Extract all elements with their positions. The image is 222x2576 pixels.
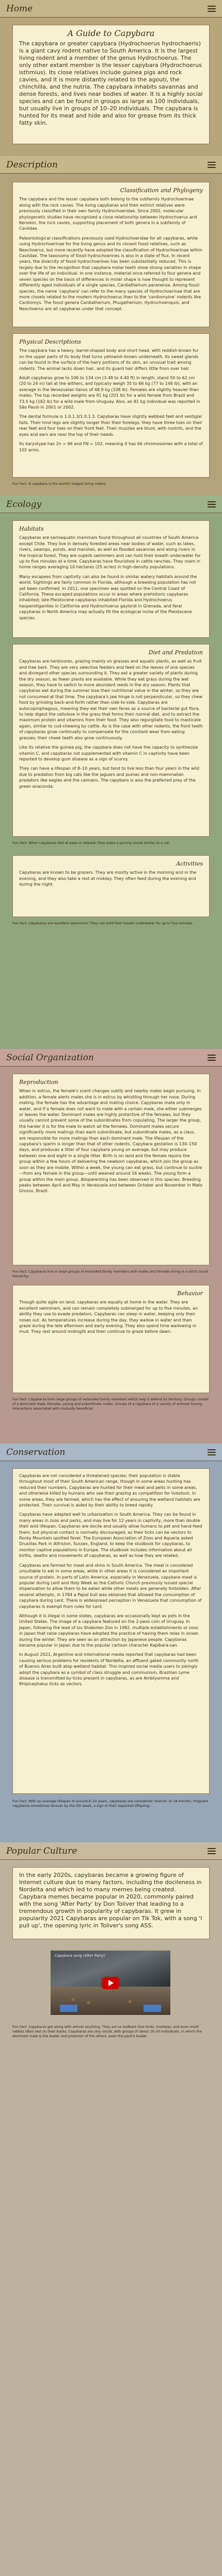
physical-p2: Adult capybaras grow to 106 to 134 cm (3.48 to 4.40 ft) in length, stand 50 to 62 cm (20 to 24 in) tall at the withers, and typically weigh 35 to 66 kg (77 to 146 lb), with an average in the Venezuelan llanos of 48.9 kg (108 lb). Females are slightly heavier than males. The top recorded weights are 91 kg (201 lb) for a wild female from Brazil and 73.5 kg (162 lb) for a wild male from Uruguay. Also, an 81 kg individual was reported in São Paulo in 2001 or 2002. xyxy=(19,376,200,410)
social-header xyxy=(0,1049,222,1066)
behavior-card xyxy=(12,1285,210,1393)
fun-fact: Fun Fact: Capybaras are excellent swimmers! They can hold their breath underwater for up to five minutes. xyxy=(12,921,194,925)
reproduction-p1: When in estrus, the female's scent changes subtly and nearby males begin pursuing. In addition, a female alerts males she is in estrus by whistling through her nose. During mating, the female has the advantage and mating choice. Capybaras mate only in water, and if a female does not want to mate with a certain male, she either submerges or leaves the water. Dominant males are highly protective of the females, but they usually cannot prevent some of the subordinates from copulating. The larger the group, the harder it is for the male to watch all the females. Dominant males secure significantly more matings than each subordinate, but subordinate males, as a class, are responsible for more matings than each dominant male. The lifespan of the capybara's sperm is longer than that of other rodents. Capybara gestation is 130–150 days, and produces a litter of four capybara young on average, but may produce between one and eight in a single litter. Birth is on land and the female rejoins the group within a few hours of delivering the newborn capybaras, which join the group as soon as they are mobile. Within a week, the young can eat grass, but continue to suckle—from any female in the group—until weaned around 16 weeks. The young form a group within the main group. Alloparenting has been observed in this species. Breeding peaks between April and May in Venezuela and between October and November in Mato Grosso, Brazil. xyxy=(19,1089,203,1194)
ecology-title: Ecology xyxy=(6,499,42,510)
habitats-p1: Capybaras are semiaquatic mammals found throughout all countries of South America except Chile. They live in densely forested areas near bodies of water, such as lakes, rivers, swamps, ponds, and marshes, as well as flooded savannas and along rivers in the tropical forest. They are superb swimmers and can hold their breath underwater for up to five minutes at a time. Capybaras have flourished in cattle ranches. They roam in home ranges averaging 10 hectares (25 acres) in high-density populations. xyxy=(19,535,201,570)
menu-icon[interactable] xyxy=(208,6,216,12)
habitats-p2: Many escapees from captivity can also be found in similar watery habitats around the world. Sightings are fairly common in Florida, although a breeding population has not yet been confirmed. In 2011, one specimen was spotted on the Central Coast of California. These escaped populations occur in areas where prehistoric capybaras inhabited; late Pleistocene capybaras inhabited Florida and Hydrochoerus hesperotiganites in California and Hydrochoerus gaylordi in Grenada, and feral capybaras in North America may actually fill the ecological niche of the Pleistocene species. xyxy=(19,574,197,620)
classification-p2: Paleontological classifications previously used Hydrochoeridae for all capybaras, while using Hydrochoerinae for the living genus and its closest fossil relatives, such as Neochoerus, but more recently have adopted the classification of Hydrochoerinae within Caviidae. The taxonomy of fossil hydrochoerines is also in a state of flux. In recent years, the diversity of fossil hydrochoerines has been substantially reduced. This is largely due to the recognition that capybara molar teeth show strong variation in shape over the life of an individual. In one instance, material once referred to four genera and seven species on the basis of differences in molar shape is now thought to represent differently aged individuals of a single species, Cardiatherium paranense. Among fossil species, the name 'capybara' can refer to the many species of Hydrochoerinae that are more closely related to the modern Hydrochoerus than to the 'cardiomyine' rodents like Cardiomys. The fossil genera Cardiatherium, Phugatherium, Hydrochoeropsis, and Neochoerus are all capybaras under that concept. xyxy=(19,235,203,311)
description-title: Description xyxy=(6,159,58,170)
diet-p3: They can have a lifespan of 8–10 years, but tend to live less than four years in the wild due to predation from big cats like the jaguars and pumas and non-mammalian predators like eagles and the caimans. The capybara is also the preferred prey of the green anaconda. xyxy=(19,766,200,789)
physical-p4: Its karyotype has 2n = 66 and FN = 102, meaning it has 66 chromosomes with a total of 102 arms. xyxy=(19,442,203,452)
conservation-card xyxy=(12,1468,210,1794)
fun-fact: Fun Fact: When capybaras feel at ease or relaxed, they make a purring sound similar to a cat. xyxy=(12,841,170,845)
intro-text: The capybara or greater capybara (Hydrochoerus hydrochaeris) is a giant cavy rodent native to South America. It is the largest living rodent and a member of the genus Hydrochoerus. The only other extant member is the lesser capybara (Hydrochoerus isthmius). Its close relatives include guinea pigs and rock cavies, and it is more distantly related to the agouti, the chinchilla, and the nutria. The capybara inhabits savannas and dense forests, and lives near bodies of water. It is a highly social species and can be found in groups as large as 100 individuals, but usually live in groups of 10–20 individuals. The capybara is hunted for its meat and hide and also for grease from its thick fatty skin. xyxy=(19,40,203,127)
habitats-card xyxy=(12,520,210,638)
conservation-p2: Capybaras have adapted well to urbanization in South America. They can be found in many areas in zoos and parks, and may live for 12 years in captivity, more than double their wild lifespan. Capybaras are docile and usually allow humans to pet and hand-feed them, but physical contact is normally discouraged, as their ticks can be vectors to Rocky Mountain spotted fever. The European Association of Zoos and Aquaria asked Drusillas Park in Alfriston, Sussex, England, to keep the studbook for capybaras, to monitor captive populations in Europe. The studbook includes information about all births, deaths and movements of capybaras, as well as how they are related. xyxy=(19,1512,202,1558)
habitats-title: Habitats xyxy=(19,526,44,532)
conservation-p1: Capybaras are not considered a threatened species; their population is stable throughout most of their South American range, though in some areas hunting has reduced their numbers. Capybaras are hunted for their meat and pelts in some areas, and otherwise killed by humans who see their grazing as competition for livestock. In some areas, they are farmed, which has the effect of ensuring the wetland habitats are protected. Their survival is aided by their ability to breed rapidly. xyxy=(19,1473,200,1508)
diet-title: Diet and Predation xyxy=(148,649,203,656)
social-title: Social Organization xyxy=(6,1052,94,1063)
menu-icon[interactable] xyxy=(208,1848,216,1854)
fun-fact: Fun Fact: Capybaras form large groups of extended family members which help it defend its territory. Groups consist of a dominant male, females, young and subordinate males. Groups of a capybara of a variety of animals having interactions associated with mutually beneficial. xyxy=(12,1397,209,1411)
conservation-title: Conservation xyxy=(6,1447,66,1458)
diet-card xyxy=(12,644,210,837)
page-title: Home xyxy=(6,3,33,14)
physical-title: Physical Descriptions xyxy=(19,338,81,345)
popular-title: Popular Culture xyxy=(6,1845,77,1856)
reproduction-title: Reproduction xyxy=(19,1079,58,1086)
capybara-figure xyxy=(87,2001,90,2004)
conservation-p3: Capybaras are farmed for meat and skins in South America. The meat is considered unsuitable to eat in some areas, while in other areas it is considered an important source of protein. In parts of Latin America, especially in Venezuela, capybara meat is popular during Lent and Holy Week as the Catholic Church previously issued special dispensation to allow them to be eaten while other meats are generally forbidden. After several attempts, in 1784 a Papal bull was obtained that allowed the consumption of capybara during Lent. There is widespread perception in Venezuela that consumption of capybaras is exempt from rules for Lent. xyxy=(19,1563,202,1609)
classification-card xyxy=(12,182,210,327)
description-section xyxy=(0,174,222,496)
conservation-section xyxy=(0,1461,222,1842)
capybara-figure xyxy=(71,1998,75,2001)
video-title: Capybara song (After Party) xyxy=(55,1954,105,1958)
physical-card xyxy=(12,333,210,478)
fun-fact: Fun Fact: Capybaras get along with almost anything. They are so laidback that birds, monkeys, and even small rabbits often rest on their backs. Capybaras are very social, with groups of about 10–20 individuals, in which the dominant male is the leader and protector of the others, even the pack's leader. xyxy=(12,2025,202,2038)
classification-title: Classification and Phylogeny xyxy=(120,187,203,194)
activities-title: Activities xyxy=(176,860,203,867)
popular-header xyxy=(0,1842,222,1860)
conservation-header xyxy=(0,1444,222,1461)
menu-icon[interactable] xyxy=(208,162,216,168)
play-icon[interactable] xyxy=(102,1977,119,1989)
activities-p1: Capybaras are known to be grazers. They are mostly active in the morning and in the evening, and they also take a rest at midday. They often feed during the evening and during the night. xyxy=(19,870,197,887)
capybara-figure xyxy=(128,2000,132,2003)
menu-icon[interactable] xyxy=(208,1055,216,1061)
reproduction-card xyxy=(12,1074,210,1265)
diet-p2: Like its relative the guinea pig, the capybara does not have the capacity to synthesize vitamin C, and capybaras not supplemented with vitamin C in captivity have been reported to develop gum disease as a sign of scurvy. xyxy=(19,745,198,761)
conservation-p5: In August 2021, Argentine and international media reported that capybaras had been causing serious problems for residents of Nordelta, an affluent gated community north of Buenos Aires built atop wetland habitat. This inspired social media users to jokingly adopt the capybara as a symbol of class struggle and communism. Brazilian Lyme disease is transmitted by ticks present in capybaras, as are Amblyomma and Rhipicephalus ticks as vectors. xyxy=(19,1652,199,1687)
fun-fact: Fun Fact: With an average lifespan of around 8–10 years, capybaras are considered 'mature' at 18 months. Pregnant capybaras sometimes recover by the 5th week, a sign of their expected offspring. xyxy=(12,1799,209,1808)
intro-card xyxy=(12,25,210,144)
diet-p1: Capybaras are herbivores, grazing mainly on grasses and aquatic plants, as well as fruit and tree bark. They are very selective feeders and feed on the leaves of one species and disregard other species surrounding it. They eat a greater variety of plants during the dry season, as fewer plants are available. While they eat grass during the wet season, they have to switch to more abundant reeds in the dry season. Plants that capybaras eat during the summer lose their nutritional value in the winter, so they are not consumed at that time. The capybara's jaw hinge is not perpendicular, so they chew food by grinding back-and-forth rather than side-to-side. Capybaras are autocoprophagous, meaning they eat their own feces as a source of bacterial gut flora, to help digest the cellulose in the grass that forms their normal diet, and to extract the maximum protein and vitamins from their food. They also regurgitate food to masticate again, similar to cud-chewing by cattle. As is the case with other rodents, the front teeth of capybaras grow continually to compensate for the constant wear from eating grasses; their cheek teeth also grow continuously. xyxy=(19,659,203,740)
video-overlay-block xyxy=(144,2005,161,2012)
ecology-header xyxy=(0,496,222,513)
top-header xyxy=(0,0,222,18)
fun-fact: Fun Fact: A capybara is the world's largest living rodent. xyxy=(12,482,107,486)
behavior-title: Behavior xyxy=(177,1290,203,1297)
video-player[interactable] xyxy=(51,1951,170,2015)
ecology-section xyxy=(0,513,222,1049)
physical-p3: The dental formula is 1.0.1.3/1.0.1.3. Capybaras have slightly webbed feet and vestigial tails. Their hind legs are slightly longer than their forelegs; they have three toes on their rear feet and four toes on their front feet. Their muzzles are blunt, with nostrils, and the eyes and ears are near the top of their heads. xyxy=(19,414,202,437)
popular-card xyxy=(12,1867,210,1939)
activities-card xyxy=(12,855,210,917)
conservation-p4: Although it is illegal in some states, capybaras are occasionally kept as pets in the United States. The image of a capybara featured on the 2-peso coin of Uruguay. In Japan, following the lead of Izu Shaboten Zoo in 1982, multiple establishments or zoos in Japan that raise capybaras have adopted the practice of having them relax in onsen during the winter. They are seen as an attraction by Japanese people. Capybaras became popular in Japan due to the popular cartoon character Kapibara-san. xyxy=(19,1613,199,1648)
home-section xyxy=(0,18,222,156)
behavior-p1: Though quite agile on land, capybaras are equally at home in the water. They are excellent swimmers, and can remain completely submerged for up to five minutes, an ability they use to evade predators. Capybaras can sleep in water, keeping only their noses out. As temperatures increase during the day, they wallow in water and then graze during the late afternoon and early evening. They also spend time wallowing in mud. They rest around midnight and then continue to graze before dawn. xyxy=(19,1300,198,1334)
physical-p1: The capybara has a heavy, barrel-shaped body and short head, with reddish-brown fur on the upper parts of its body that turns yellowish-brown underneath. Its sweat glands can be found in the surface of the hairy portions of its skin, an unusual trait among rodents. The animal lacks down hair, and its guard hair differs little from over hair. xyxy=(19,348,199,371)
intro-title: A Guide to Capybara xyxy=(67,28,155,38)
menu-icon[interactable] xyxy=(208,1449,216,1455)
description-header xyxy=(0,156,222,174)
menu-icon[interactable] xyxy=(208,501,216,507)
popular-section xyxy=(0,1860,222,2576)
social-section xyxy=(0,1066,222,1444)
video-overlay-block xyxy=(60,2005,77,2012)
classification-p1: The capybara and the lesser capybara both belong to the subfamily Hydrochoerinae along with the rock cavies. The living capybaras and their extinct relatives were previously classified in their own family Hydrochoeridae. Since 2002, molecular phylogenetic studies have recognized a close relationship between Hydrochoerus and Kerodon, the rock cavies, supporting placement of both genera in a subfamily of Caviidae. xyxy=(19,197,197,231)
fun-fact: Fun Fact: Capybaras live in large groups of extended family members with males and females living in a strict social hierarchy. xyxy=(12,1269,208,1278)
popular-p1: In the early 2020s, capybaras became a growing figure of Internet culture due to many factors, including the docileness in Nordelta and which led to many memes being created. Capybara memes became popular in 2020, commonly paired with the song 'After Party' by Don Toliver that leading to a tremendous growth in popularity of capybaras. It grew in popularity 2021 Capybaras are popular on Tik Tok, with a song 'I pull up', the opening lyric in Toliver's song ASS. xyxy=(19,1872,202,1929)
